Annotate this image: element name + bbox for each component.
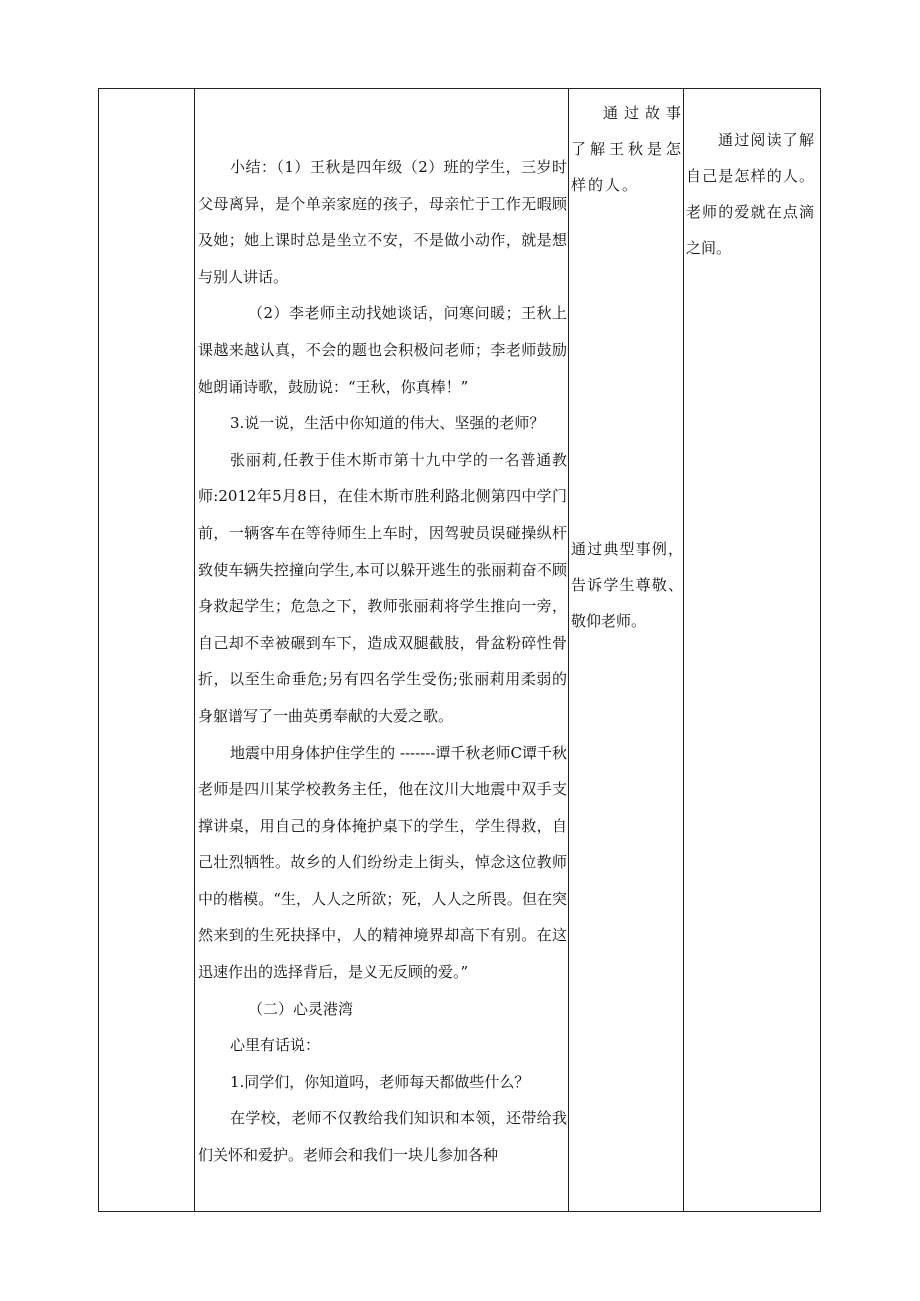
column-divider-3 — [683, 89, 684, 1211]
story-zhang-lili: 张丽莉,任教于佳木斯市第十九中学的一名普通教师:2012年5月8日，在佳木斯市胜利路北侧第四中学门前，一辆客车在等待师生上车时，因驾驶员误碰操纵杆致使车辆失控撞向学生,本可以躲开逃生的张丽莉奋不顾身救起学生；危急之下，教师张丽莉将学生推向一旁，自己却不幸被碾到车下，造成双腿截肢，骨盆粉碎性骨折，以至生命垂危;另有四名学生受伤;张丽莉用柔弱的身躯谱写了一曲英勇奉献的大爱之歌。 — [198, 450, 567, 725]
section-subheading: 心里有话说： — [230, 1036, 321, 1055]
section-heading-heart-harbor: （二）心灵港湾 — [248, 999, 354, 1018]
teacher-duties-paragraph: 在学校，老师不仅教给我们知识和本领，还带给我们关怀和爱护。老师会和我们一块儿参加各种 — [198, 1109, 567, 1165]
question-3: 3.说一说，生活中你知道的伟大、坚强的老师？ — [230, 414, 545, 433]
summary-paragraph-1: 小结：（1）王秋是四年级（2）班的学生，三岁时父母离异，是个单亲家庭的孩子，母亲忙于工作无暇顾及她；她上课时总是坐立不安，不是做小动作，就是想与别人讲话。 — [198, 158, 567, 286]
design-note-1: 通过故事了解王秋是怎样的人。 — [571, 104, 683, 194]
remarks-note: 通过阅读了解自己是怎样的人。老师的爱就在点滴之间。 — [686, 131, 814, 257]
lesson-plan-table — [98, 88, 821, 1212]
summary-paragraph-2: （2）李老师主动找她谈话，问寒问暖；王秋上课越来越认真，不会的题也会积极问老师；李老师鼓励她朗诵诗歌，鼓励说：“王秋，你真棒！” — [198, 304, 567, 396]
teaching-process-cell — [198, 149, 567, 1174]
question-1: 1.同学们，你知道吗，老师每天都做些什么？ — [230, 1072, 530, 1091]
story-tan-qianqiu: 地震中用身体护住学生的 -------谭千秋老师C谭千秋老师是四川某学校教务主任，他在汶川大地震中双手支撑讲桌，用自己的身体掩护桌下的学生，学生得救，自己壮烈牺牲。故乡的人们纷纷走上街头，悼念这位教师中的楷模。“生，人人之所欲；死，人人之所畏。但在突然来到的生死抉择中，人的精神境界却高下有别。在这迅速作出的选择背后，是义无反顾的爱。” — [198, 743, 567, 982]
design-note-2: 通过典型事例，告诉学生尊敬、敬仰老师。 — [571, 540, 683, 630]
column-divider-1 — [194, 89, 195, 1211]
column-divider-2 — [568, 89, 569, 1211]
